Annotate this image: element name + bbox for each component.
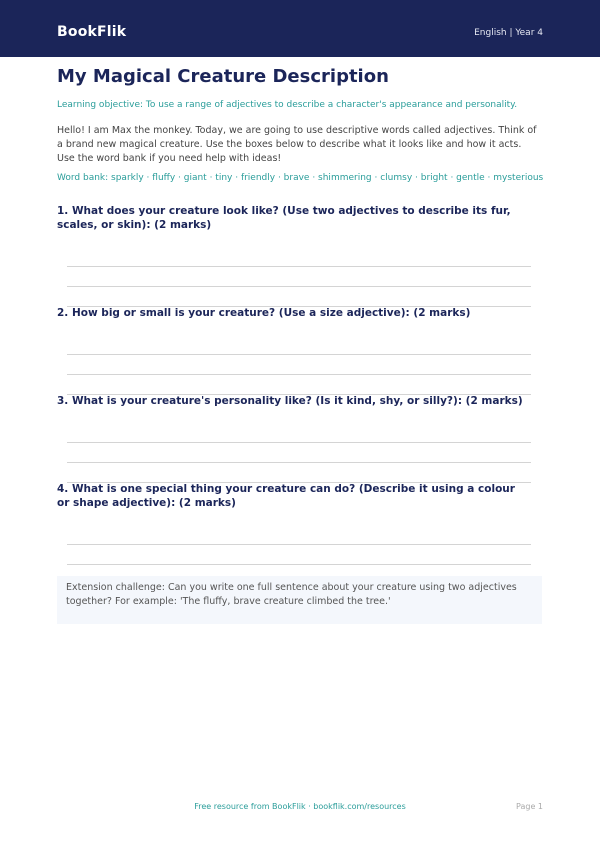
question-2: 2. How big or small is your creature? (Use a size adjective): (2 marks) xyxy=(57,307,471,319)
question-1: 1. What does your creature look like? (Use two adjectives to describe its fur, scales, or skin): (2 marks) xyxy=(57,205,511,231)
answer-line-1b[interactable] xyxy=(67,286,531,287)
word-bank: Word bank: sparkly · fluffy · giant · tiny · friendly · brave · shimmering · clumsy · bright · gentle · mysterious xyxy=(57,173,544,183)
answer-line-4b[interactable] xyxy=(67,564,531,565)
extension-text: Extension challenge: Can you write one full sentence about your creature using two adjectives together? For example: 'The fluffy, brave creature climbed the tree.' xyxy=(66,582,517,607)
intro-text: Hello! I am Max the monkey. Today, we are going to use descriptive words called adjectives. Think of a brand new magical creature. Use the boxes below to describe what it looks like and how it acts. Use the word bank if you need help with ideas! xyxy=(57,125,537,164)
question-3: 3. What is your creature's personality like? (Is it kind, shy, or silly?): (2 marks) xyxy=(57,395,523,407)
answer-line-1a[interactable] xyxy=(67,266,531,267)
answer-line-2b[interactable] xyxy=(67,374,531,375)
question-4: 4. What is one special thing your creature can do? (Describe it using a colour or shape adjective): (2 marks) xyxy=(57,483,515,509)
answer-line-2a[interactable] xyxy=(67,354,531,355)
answer-line-4a[interactable] xyxy=(67,544,531,545)
learning-objective: Learning objective: To use a range of adjectives to describe a character's appearance and personality. xyxy=(57,100,518,110)
brand-logo: BookFlik xyxy=(57,24,127,40)
page-number: Page 1 xyxy=(516,802,543,811)
answer-line-3a[interactable] xyxy=(67,442,531,443)
subject-label: English | Year 4 xyxy=(474,28,543,38)
answer-line-3b[interactable] xyxy=(67,462,531,463)
extension-challenge xyxy=(57,576,542,624)
page-title: My Magical Creature Description xyxy=(57,66,389,87)
page-header xyxy=(0,0,600,57)
footer-credit: Free resource from BookFlik · bookflik.com/resources xyxy=(194,802,406,811)
